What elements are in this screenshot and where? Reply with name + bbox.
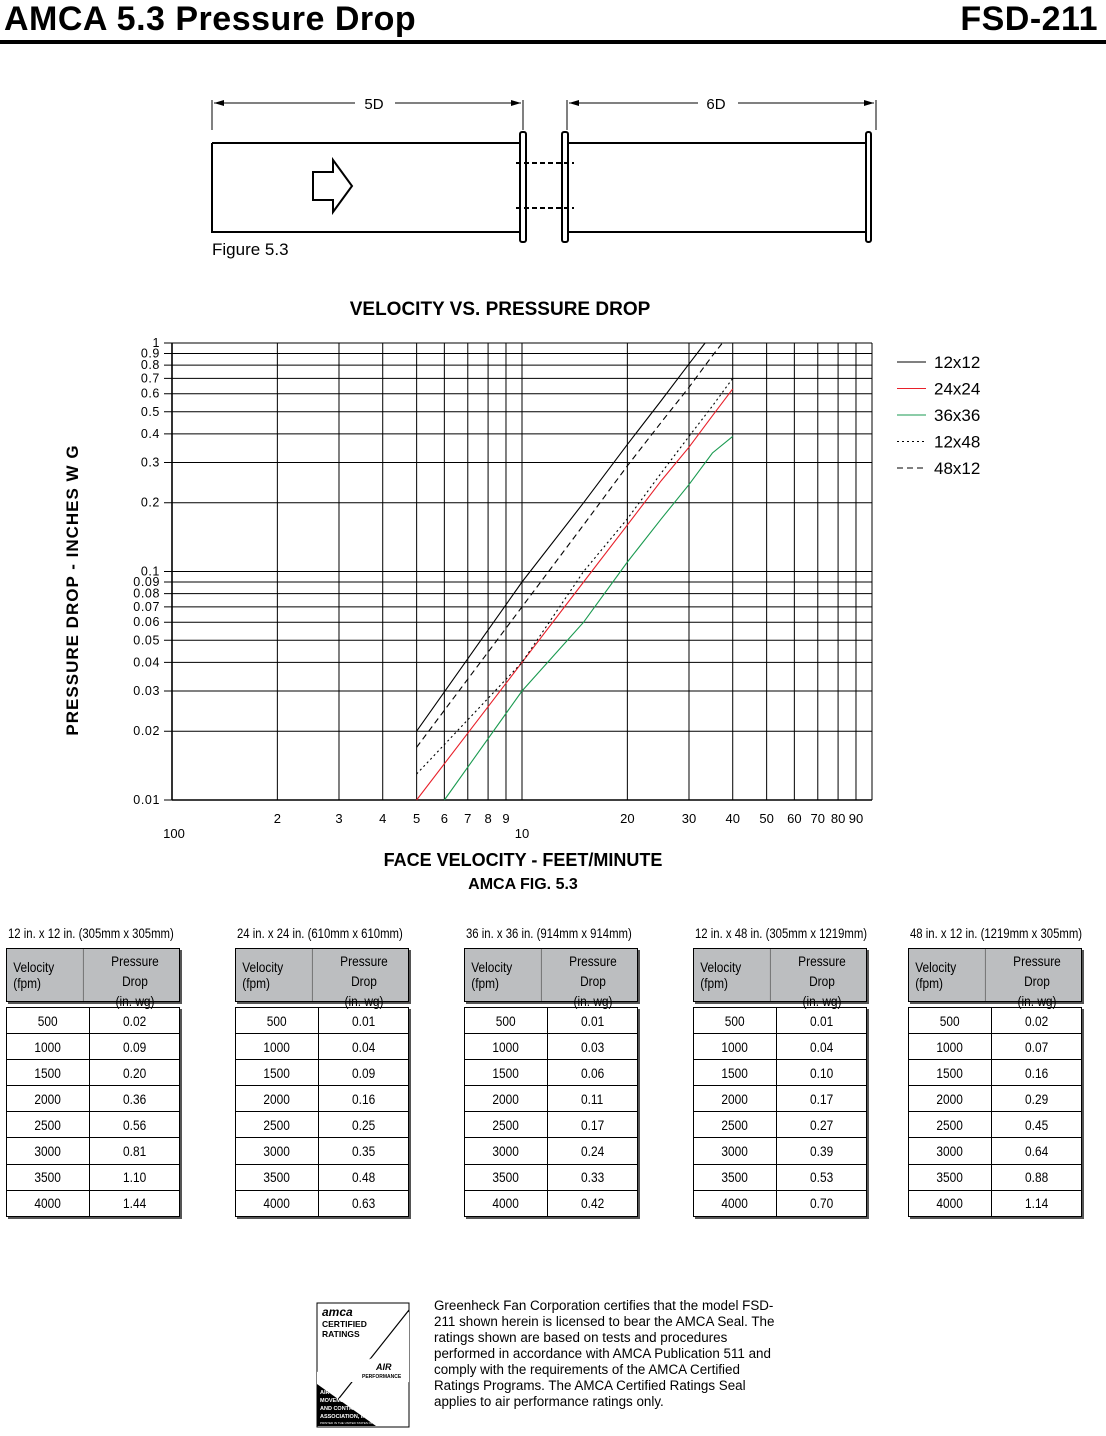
table-caption: 12 in. x 12 in. (305mm x 305mm) [8,926,174,941]
cell-velocity: 3500 [7,1165,90,1190]
svg-text:AIR: AIR [376,1362,392,1372]
cell-pressure-drop: 0.35 [351,1143,376,1160]
cell-velocity: 1500 [909,1060,992,1085]
series-line-24x24 [417,389,733,800]
svg-text:RATINGS: RATINGS [322,1329,360,1339]
table-row [236,1085,408,1111]
y-tick-label: 0.7 [140,371,160,386]
cell-pressure-drop: 0.81 [122,1143,147,1160]
table-caption: 36 in. x 36 in. (914mm x 914mm) [466,926,632,941]
x-tick-label: 7 [464,811,472,826]
cell-velocity: 4000 [694,1191,777,1216]
table-body [908,1007,1082,1217]
cell-pressure-drop: 0.17 [580,1116,605,1133]
flange-upstream [520,132,526,242]
table-row [694,1111,866,1137]
cell-velocity: 3000 [909,1138,992,1163]
cell-velocity: 4000 [465,1191,548,1216]
x-tick-label: 9 [502,811,510,826]
svg-text:PERFORMANCE: PERFORMANCE [362,1374,402,1380]
cell-velocity: 1000 [7,1034,90,1059]
table-header [235,948,409,1009]
page-title: AMCA 5.3 Pressure Drop [4,0,417,38]
duct-diagram [0,0,1106,270]
cell-pressure-drop: 0.48 [351,1169,376,1186]
x-tick-label: 10 [514,826,530,841]
table-row [465,1085,637,1111]
cell-pressure-drop: 0.42 [580,1195,605,1212]
legend-label: 24x24 [934,379,981,399]
table-header [6,948,180,1009]
cell-velocity: 500 [694,1008,777,1033]
table-row [909,1111,1081,1137]
table-header [693,948,867,1009]
x-tick-label: 80 [830,811,846,826]
y-tick-label: 0.1 [140,564,160,579]
cell-velocity: 2500 [7,1112,90,1137]
table-row [7,1164,179,1190]
cell-pressure-drop: 0.11 [581,1090,604,1107]
table-header [464,948,638,1009]
x-tick-label: 5 [413,811,421,826]
y-axis-label: PRESSURE DROP - INCHES W G [63,444,82,736]
table-row [909,1085,1081,1111]
model-number: FSD-211 [960,0,1098,38]
x-tick-label: 70 [810,811,826,826]
table-header [908,948,1082,1009]
series-line-12x12 [417,343,705,731]
x-tick-label: 2 [273,811,281,826]
arrowhead [569,100,579,106]
cell-pressure-drop: 0.16 [1024,1064,1049,1081]
table-row [236,1190,408,1216]
x-tick-labels [163,811,863,841]
cell-velocity: 2500 [236,1112,319,1137]
y-tick-label: 0.09 [133,574,160,589]
table-row [465,1190,637,1216]
header-velocity: Velocity (fpm) [700,949,771,1001]
cell-pressure-drop: 0.56 [122,1116,147,1133]
table-row [909,1033,1081,1059]
table-body [464,1007,638,1217]
table-row [7,1033,179,1059]
table-row [465,1008,637,1033]
table-row [7,1085,179,1111]
y-tick-label: 0.05 [133,633,160,648]
table-row [694,1085,866,1111]
table-row [694,1033,866,1059]
svg-text:ASSOCIATION, INC.: ASSOCIATION, INC. [320,1414,372,1420]
y-tick-label: 0.6 [140,386,160,401]
header-pressure-drop: Pressure Drop (in. wg) [111,953,159,1009]
table-row [694,1164,866,1190]
cell-pressure-drop: 0.20 [122,1064,147,1081]
legend-label: 12x12 [934,353,981,372]
x-tick-label: 3 [335,811,343,826]
pressure-table [693,926,867,1217]
cell-velocity: 1000 [694,1034,777,1059]
header-pressure-drop: Pressure Drop (in. wg) [569,953,617,1009]
y-tick-label: 0.07 [133,599,160,614]
cell-pressure-drop: 0.53 [809,1169,834,1186]
cell-velocity: 4000 [7,1191,90,1216]
y-tick-label: 0.2 [140,495,160,510]
table-row [236,1111,408,1137]
cell-pressure-drop: 0.09 [351,1064,376,1081]
cell-velocity: 3500 [465,1165,548,1190]
y-tick-label: 0.01 [133,793,160,807]
table-row [236,1137,408,1163]
table-row [7,1008,179,1033]
cell-pressure-drop: 0.01 [809,1012,834,1029]
pressure-table [908,926,1082,1217]
cell-pressure-drop: 0.02 [122,1012,147,1029]
table-row [909,1190,1081,1216]
cell-pressure-drop: 0.63 [351,1195,376,1212]
cell-pressure-drop: 1.10 [122,1169,147,1186]
cell-velocity: 500 [7,1008,90,1033]
duct-end-flange [866,132,871,242]
cell-pressure-drop: 0.02 [1024,1012,1049,1029]
cell-pressure-drop: 0.09 [122,1038,147,1055]
cell-velocity: 2500 [694,1112,777,1137]
table-row [694,1137,866,1163]
x-tick-label: 30 [681,811,697,826]
pressure-table [6,926,180,1217]
header-pressure-drop: Pressure Drop (in. wg) [340,953,388,1009]
cell-pressure-drop: 0.01 [351,1012,376,1029]
table-row [694,1008,866,1033]
cell-velocity: 2000 [236,1086,319,1111]
cell-pressure-drop: 0.29 [1024,1090,1049,1107]
table-row [7,1190,179,1216]
table-row [465,1111,637,1137]
certification-text: Greenheck Fan Corporation certifies that the model FSD-211 shown herein is licensed to bear the AMCA Seal. The ratings shown are based on tests and procedures performed in accordance with AMCA Publication 511 and comply with the requirements of the AMCA Certified Ratings Programs. The AMCA Certified Ratings Seal applies to air performance ratings only. [434,1298,775,1409]
y-tick-label: 0.08 [133,586,160,601]
cell-pressure-drop: 0.70 [809,1195,834,1212]
cell-pressure-drop: 0.24 [580,1143,605,1160]
table-row [465,1059,637,1085]
y-tick-label: 0.02 [133,724,160,739]
table-row [7,1111,179,1137]
cell-velocity: 2000 [694,1086,777,1111]
table-body [693,1007,867,1217]
cell-pressure-drop: 0.64 [1024,1143,1049,1160]
x-tick-label: 8 [484,811,492,826]
x-axis-label: FACE VELOCITY - FEET/MINUTE [383,850,663,870]
table-row [7,1059,179,1085]
cell-velocity: 2500 [465,1112,548,1137]
table-row [7,1137,179,1163]
table-body [6,1007,180,1217]
series-line-12x48 [417,378,733,774]
cell-velocity: 1000 [465,1034,548,1059]
table-row [694,1059,866,1085]
x-tick-label: 90 [848,811,864,826]
svg-text:PRINTED IN THE UNITED STATES O: PRINTED IN THE UNITED STATES OF AMERICA [320,1421,388,1425]
flange-downstream [562,132,568,242]
legend-label: 48x12 [934,459,981,478]
table-caption: 48 in. x 12 in. (1219mm x 305mm) [910,926,1083,941]
cell-pressure-drop: 0.10 [809,1064,834,1081]
table-row [465,1137,637,1163]
table-caption: 12 in. x 48 in. (305mm x 1219mm) [695,926,868,941]
cell-velocity: 1500 [236,1060,319,1085]
table-row [236,1033,408,1059]
y-tick-label: 0.3 [140,455,160,470]
y-tick-label: 0.03 [133,683,160,698]
y-tick-label: 1 [152,336,160,350]
y-tick-labels [133,336,160,807]
y-tick-label: 0.04 [133,655,160,670]
cell-velocity: 3000 [236,1138,319,1163]
table-row [236,1164,408,1190]
arrowhead [214,100,224,106]
cell-velocity: 2500 [909,1112,992,1137]
cell-pressure-drop: 0.07 [1024,1038,1049,1055]
table-row [465,1033,637,1059]
table-row [236,1008,408,1033]
svg-text:amca: amca [322,1305,353,1319]
cell-velocity: 3500 [694,1165,777,1190]
table-row [909,1059,1081,1085]
chart-legend [897,353,980,478]
cell-velocity: 1000 [909,1034,992,1059]
label-6d: 6D [706,96,726,113]
chart-title: VELOCITY VS. PRESSURE DROP [349,299,651,320]
table-row [694,1190,866,1216]
cell-pressure-drop: 0.45 [1024,1116,1049,1133]
table-row [909,1008,1081,1033]
series-line-48x12 [417,343,723,747]
velocity-pressure-chart [0,280,1106,900]
arrowhead [511,100,521,106]
cell-pressure-drop: 0.27 [809,1116,834,1133]
cell-velocity: 3000 [694,1138,777,1163]
cell-velocity: 500 [236,1008,319,1033]
table-row [465,1164,637,1190]
x-tick-label: 100 [163,826,185,841]
cell-pressure-drop: 0.16 [351,1090,376,1107]
cell-pressure-drop: 0.36 [122,1090,147,1107]
airflow-arrow-icon [313,160,352,212]
cell-pressure-drop: 0.04 [809,1038,834,1055]
x-tick-label: 50 [759,811,774,826]
table-row [909,1137,1081,1163]
cell-velocity: 2000 [909,1086,992,1111]
legend-label: 12x48 [934,432,981,452]
cell-velocity: 2000 [465,1086,548,1111]
pressure-table [464,926,638,1217]
cell-velocity: 500 [465,1008,548,1033]
cell-velocity: 1500 [694,1060,777,1085]
figure-caption: Figure 5.3 [212,240,289,259]
x-tick-label: 4 [379,811,387,826]
cell-pressure-drop: 1.14 [1024,1195,1049,1212]
header-velocity: Velocity (fpm) [242,949,313,1001]
header-velocity: Velocity (fpm) [915,949,986,1001]
cell-pressure-drop: 0.33 [580,1169,605,1186]
header-velocity: Velocity (fpm) [13,949,84,1001]
arrowhead [864,100,874,106]
x-tick-label: 6 [440,811,448,826]
header-pressure-drop: Pressure Drop (in. wg) [1013,953,1061,1009]
cell-pressure-drop: 0.17 [809,1090,834,1107]
x-tick-label: 20 [620,811,635,826]
cell-velocity: 3000 [465,1138,548,1163]
cell-velocity: 3500 [909,1165,992,1190]
amca-seal-logo [316,1302,410,1428]
legend-label: 36x36 [934,406,981,425]
cell-pressure-drop: 0.39 [809,1143,834,1160]
header-velocity: Velocity (fpm) [471,949,542,1001]
chart-grid [164,343,872,800]
table-row [909,1164,1081,1190]
svg-text:AIR: AIR [320,1390,330,1396]
table-body [235,1007,409,1217]
cell-pressure-drop: 0.04 [351,1038,376,1055]
cell-velocity: 1500 [465,1060,548,1085]
pressure-table [235,926,409,1217]
svg-text:AND CONTROL: AND CONTROL [320,1406,361,1412]
header-pressure-drop: Pressure Drop (in. wg) [798,953,846,1009]
x-tick-label: 60 [787,811,802,826]
svg-text:CERTIFIED: CERTIFIED [322,1319,367,1329]
x-tick-label: 40 [725,811,740,826]
svg-text:MOVEMENT: MOVEMENT [320,1398,352,1404]
y-tick-label: 0.06 [133,615,160,630]
cell-pressure-drop: 0.03 [580,1038,605,1055]
duct-upstream-body [212,143,521,232]
cell-pressure-drop: 0.01 [580,1012,605,1029]
cell-pressure-drop: 1.44 [122,1195,147,1212]
cell-velocity: 1000 [236,1034,319,1059]
table-caption: 24 in. x 24 in. (610mm x 610mm) [237,926,403,941]
label-5d: 5D [364,96,384,113]
y-tick-label: 0.8 [140,358,160,373]
cell-velocity: 4000 [909,1191,992,1216]
cell-velocity: 4000 [236,1191,319,1216]
chart-subtitle: AMCA FIG. 5.3 [468,876,578,893]
cell-velocity: 3000 [7,1138,90,1163]
cell-pressure-drop: 0.88 [1024,1169,1049,1186]
y-tick-label: 0.5 [140,404,160,419]
cell-velocity: 1500 [7,1060,90,1085]
cell-pressure-drop: 0.06 [580,1064,605,1081]
table-row [236,1059,408,1085]
y-tick-label: 0.4 [140,426,160,441]
cell-velocity: 3500 [236,1165,319,1190]
cell-velocity: 2000 [7,1086,90,1111]
y-tick-label: 0.9 [140,346,160,361]
cell-velocity: 500 [909,1008,992,1033]
cell-pressure-drop: 0.25 [351,1116,376,1133]
